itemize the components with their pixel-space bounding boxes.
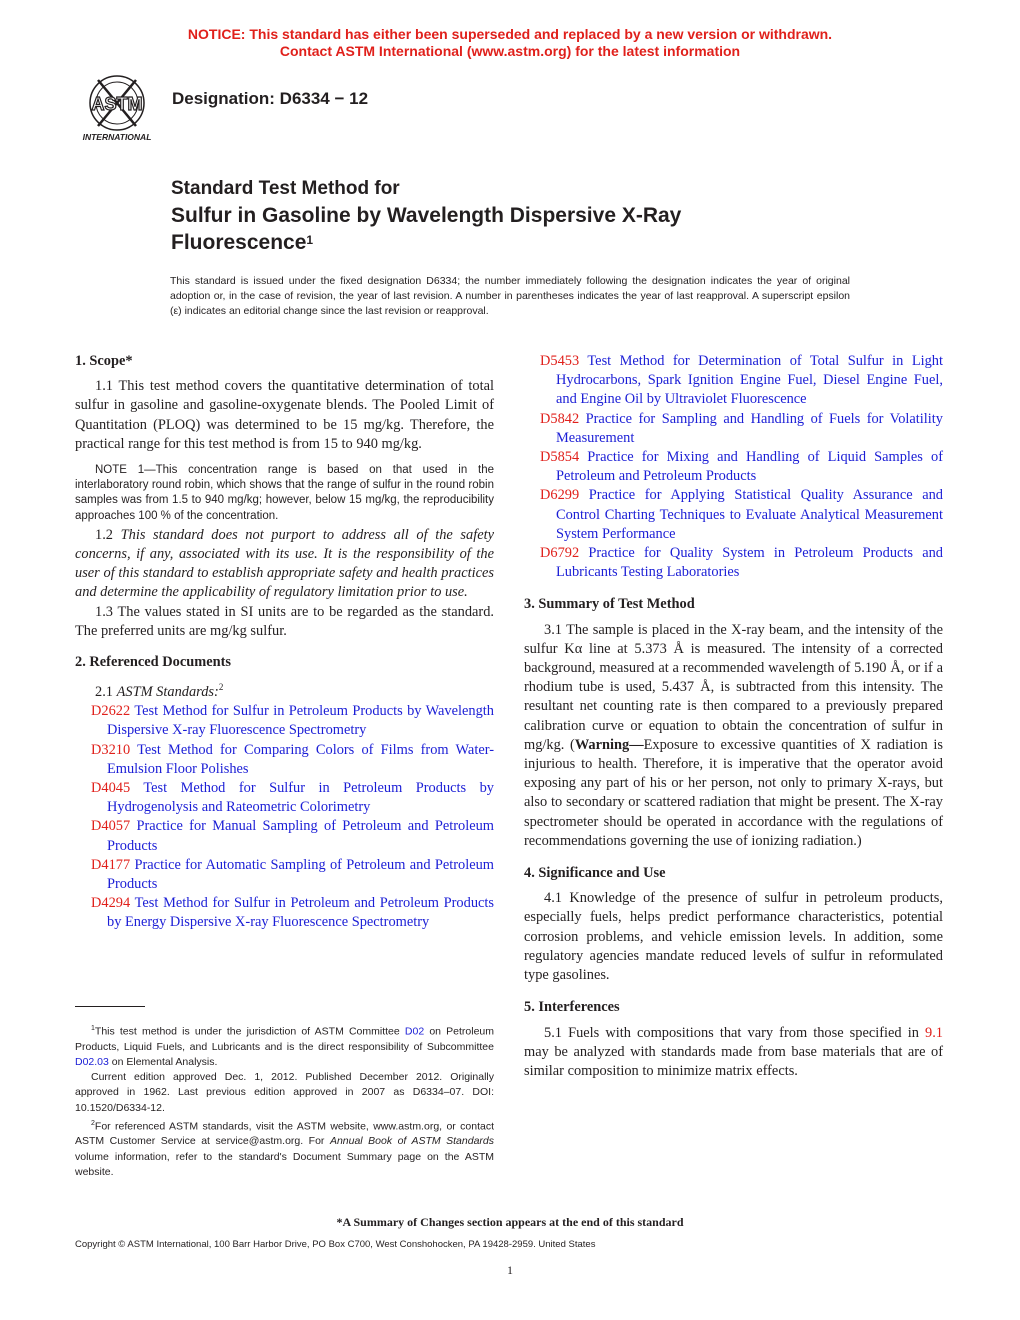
right-reference-list [524, 352, 943, 582]
reference-title: Practice for Automatic Sampling of Petroleum and Petroleum Products [107, 856, 494, 893]
interferences-heading: 5. Interferences [524, 999, 620, 1016]
notice-line-2: Contact ASTM International (www.astm.org) for the latest information [279, 43, 741, 59]
scope-heading: 1. Scope* [75, 353, 133, 369]
significance-heading: 4. Significance and Use [524, 865, 666, 882]
reference-item[interactable] [75, 817, 494, 855]
reference-item[interactable] [524, 544, 943, 582]
summary-heading: 3. Summary of Test Method [524, 596, 695, 613]
committee-link[interactable]: D02 [404, 1025, 425, 1038]
summary-of-changes-note: *A Summary of Changes section appears at the end of this standard [336, 1215, 684, 1229]
refdocs-heading: 2. Referenced Documents [75, 654, 231, 671]
footnote-2: $^2$For referenced ASTM standards, visit the ASTM website, www.astm.org, or contact ASTM Customer Service at service@astm.org. For Annual Book of ASTM Standards volume information, refer to the standard's Document Summary page on the ASTM website. [75, 1119, 494, 1178]
para-1-3: 1.3 The values stated in SI units are to be regarded as the standard. The preferred units are mg/kg sulfur. [75, 603, 494, 639]
footnotes [75, 1021, 494, 1180]
page-number: 1 [507, 1263, 513, 1277]
reference-title: Test Method for Determination of Total Sulfur in Light Hydrocarbons, Spark Ignition Engine Fuel, Diesel Engine Fuel, and Engine Oil by Ultraviolet Fluorescence [556, 353, 944, 408]
para-2-1: 2.1 ASTM Standards:$^2$ [95, 682, 224, 701]
section-9-1-link[interactable]: 9.1 [925, 1024, 943, 1041]
para-1-1: 1.1 This test method covers the quantitative determination of total sulfur in gasoline and gasoline-oxygenate blends. The Pooled Limit of Quantitation (PLOQ) was determined to be 15 mg/kg. Therefore, the practical range for this test method is from 15 to 940 mg/kg. [75, 378, 494, 452]
reference-code: D2622 [91, 703, 135, 720]
reference-code: D6792 [540, 545, 589, 562]
note-1: NOTE 1—This concentration range is based on that used in the interlaboratory round robin, which shows that the range of sulfur in the round robin samples was from 1.5 to 940 mg/kg; however, below 15 mg/kg, the reproducibility approaches 100 % of the concentration. [75, 464, 494, 522]
reference-title: Test Method for Sulfur in Petroleum Products by Wavelength Dispersive X-ray Fluorescence Spectrometry [107, 703, 494, 739]
para-4-1: 4.1 Knowledge of the presence of sulfur in petroleum products, especially fuels, helps predict performance characteristics, potential corrosion problems, and vehicle emission levels. In addition, some regulatory agencies mandate reduced levels of sulfur in reformulated type gasolines. [524, 890, 943, 984]
title-line-3: Fluorescence$^1$ [171, 231, 314, 254]
reference-code: D4057 [91, 818, 137, 835]
copyright: Copyright © ASTM International, 100 Barr Harbor Drive, PO Box C700, West Conshohocken, PA 19428-2959. United States [75, 1239, 596, 1250]
reference-item[interactable] [75, 779, 494, 817]
reference-code: D5842 [540, 410, 586, 427]
reference-code: D4045 [91, 780, 144, 797]
logo-text: ASTM [91, 94, 143, 114]
reference-item[interactable] [75, 856, 494, 894]
right-column [524, 352, 943, 1081]
para-1-2: 1.2 This standard does not purport to address all of the safety concerns, if any, associated with its use. It is the responsibility of the user of this standard to establish appropriate safety and health practices and determine the applicability of regulatory limitation prior to use. [75, 526, 494, 601]
reference-item[interactable] [524, 352, 943, 410]
reference-item[interactable] [75, 741, 494, 779]
reference-code: D3210 [91, 741, 138, 758]
footnote-divider [75, 1006, 145, 1007]
reference-title: Test Method for Sulfur in Petroleum and Petroleum Products by Energy Dispersive X-ray Fluorescence Spectrometry [107, 895, 495, 931]
reference-code: D5854 [540, 449, 588, 466]
subcommittee-link[interactable]: D02.03 [75, 1055, 109, 1068]
reference-code: D4294 [91, 895, 135, 912]
reference-title: Practice for Quality System in Petroleum Products and Lubricants Testing Laboratories [556, 545, 943, 581]
issued-statement: This standard is issued under the fixed designation D6334; the number immediately following the designation indicates the year of original adoption or, in the case of revision, the year of last revision. A number in parentheses indicates the year of last reapproval. A superscript epsilon (ε) indicates an editorial change since the last revision or reapproval. [170, 275, 850, 317]
reference-item[interactable] [75, 702, 494, 740]
para-3-1: 3.1 The sample is placed in the X-ray beam, and the intensity of the sulfur Kα line at 5.373 Å is measured. The intensity of a corrected background, measured at a recommended wavelength of 5.190 Å, or if a rhodium tube is used, 5.437 Å, is subtracted from this intensity. The resultant net counting rate is then compared to a previously prepared calibration curve or equation to obtain the concentration of sulfur in mg/kg. (Warning—Exposure to excessive quantities of X radiation is injurious to health. Therefore, it is imperative that the operator avoid exposing any part of his or her person, not only to primary X-rays, but also to secondary or scattered radiation that might be present. The X-ray spectrometer should be operated in accordance with the regulations of recommendations governing the use of ionizing radiation.) [524, 621, 943, 849]
reference-code: D6299 [540, 487, 589, 504]
reference-item[interactable] [524, 486, 943, 544]
reference-item[interactable] [75, 894, 494, 932]
astm-logo [72, 74, 162, 146]
reference-code: D4177 [91, 856, 135, 873]
title-footnote-mark: 1 [306, 233, 314, 247]
reference-title: Practice for Applying Statistical Quality Assurance and Control Charting Techniques to Evaluate Analytical Measurement System Performance [556, 487, 943, 542]
footnote-edition: Current edition approved Dec. 1, 2012. Published December 2012. Originally approved in 1962. Last previous edition approved in 2007 as D6334–07. DOI: 10.1520/D6334-12. [75, 1071, 494, 1114]
reference-item[interactable] [524, 410, 943, 448]
para-5-1: 5.1 Fuels with compositions that vary from those specified in 9.1 may be analyzed with standards made from base materials that are of similar composition to minimize matrix effects. [524, 1024, 943, 1079]
title-line-2: Sulfur in Gasoline by Wavelength Dispersive X-Ray [171, 204, 682, 227]
document-title [171, 175, 681, 256]
left-column [75, 352, 494, 933]
reference-item[interactable] [524, 448, 943, 486]
title-line-1: Standard Test Method for [171, 178, 400, 199]
notice-line-1: NOTICE: This standard has either been superseded and replaced by a new version or withdrawn. [187, 26, 833, 42]
reference-title: Test Method for Comparing Colors of Films from Water-Emulsion Floor Polishes [107, 741, 494, 777]
reference-code: D5453 [540, 353, 588, 369]
designation: Designation: D6334 − 12 [172, 89, 369, 108]
reference-title: Test Method for Sulfur in Petroleum Products by Hydrogenolysis and Rateometric Colorimetry [107, 780, 494, 816]
left-reference-list [75, 702, 494, 932]
footnote-1: $^1$This test method is under the jurisdiction of ASTM Committee D02 on Petroleum Products, Liquid Fuels, and Lubricants and is the direct responsibility of Subcommittee D02.03 on Elemental Analysis. [75, 1025, 495, 1068]
reference-title: Practice for Sampling and Handling of Fuels for Volatility Measurement [556, 410, 943, 446]
logo-subtext: INTERNATIONAL [82, 132, 152, 142]
reference-title: Practice for Mixing and Handling of Liquid Samples of Petroleum and Petroleum Products [556, 449, 943, 485]
reference-title: Practice for Manual Sampling of Petroleum and Petroleum Products [107, 818, 494, 854]
